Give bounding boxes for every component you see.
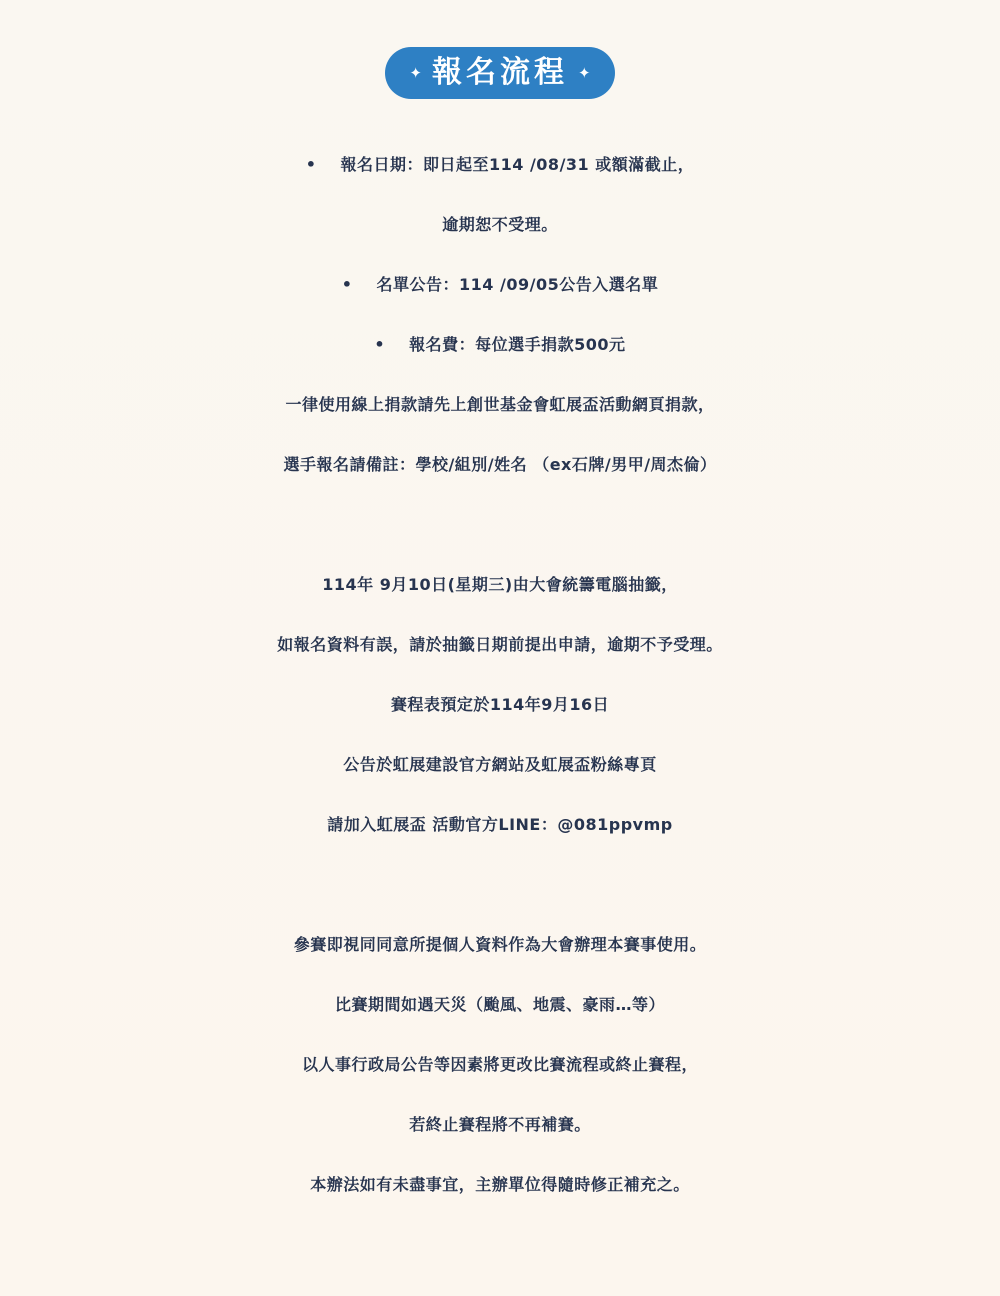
info-line-text: 請加入虹展盃 活動官方LINE：@081ppvmp [327,815,673,834]
info-line-text: 選手報名請備註：學校/組別/姓名 （ex石牌/男甲/周杰倫） [283,455,717,474]
info-line [0,615,1000,675]
info-line [0,795,1000,855]
info-line [0,195,1000,255]
info-line-text: 公告於虹展建設官方網站及虹展盃粉絲專頁 [343,755,657,774]
section-title-badge [385,47,615,99]
bullet-icon: • [341,275,353,294]
info-line-text: 若終止賽程將不再補賽。 [409,1115,591,1134]
info-line-text: 一律使用線上捐款請先上創世基金會虹展盃活動網頁捐款， [285,395,715,414]
info-line-text: 賽程表預定於114年9月16日 [390,695,610,714]
info-line-text: 報名日期：即日起至114 /08/31 或額滿截止， [340,155,695,174]
bullet-icon: • [374,335,386,354]
info-line [0,1035,1000,1095]
paragraph-spacer [0,495,1000,555]
info-line-text: 名單公告：114 /09/05公告入選名單 [376,275,659,294]
info-line [0,915,1000,975]
section-title: 報名流程 [432,55,568,90]
info-line [0,555,1000,615]
info-line [0,975,1000,1035]
info-line [0,1155,1000,1215]
info-line-text: 報名費：每位選手捐款500元 [409,335,626,354]
info-line-text: 比賽期間如遇天災（颱風、地震、豪雨…等） [334,995,665,1014]
info-line [0,675,1000,735]
info-line [0,315,1000,375]
info-line [0,255,1000,315]
info-line-text: 以人事行政局公告等因素將更改比賽流程或終止賽程， [301,1055,698,1074]
paragraph-spacer [0,855,1000,915]
registration-info [0,135,1000,1215]
info-line-text: 參賽即視同同意所提個人資料作為大會辦理本賽事使用。 [293,935,707,954]
info-line [0,135,1000,195]
sparkle-right-icon: ✦ [578,63,591,82]
info-line [0,375,1000,435]
bullet-icon: • [305,155,317,174]
sparkle-left-icon: ✦ [409,63,422,82]
info-line [0,1095,1000,1155]
info-line-text: 114年 9月10日(星期三)由大會統籌電腦抽籤， [322,575,678,594]
info-line-text: 本辦法如有未盡事宜，主辦單位得隨時修正補充之。 [310,1175,690,1194]
info-line [0,735,1000,795]
info-line-text: 如報名資料有誤，請於抽籤日期前提出申請，逾期不予受理。 [277,635,723,654]
info-line-text: 逾期恕不受理。 [442,215,558,234]
info-line [0,435,1000,495]
